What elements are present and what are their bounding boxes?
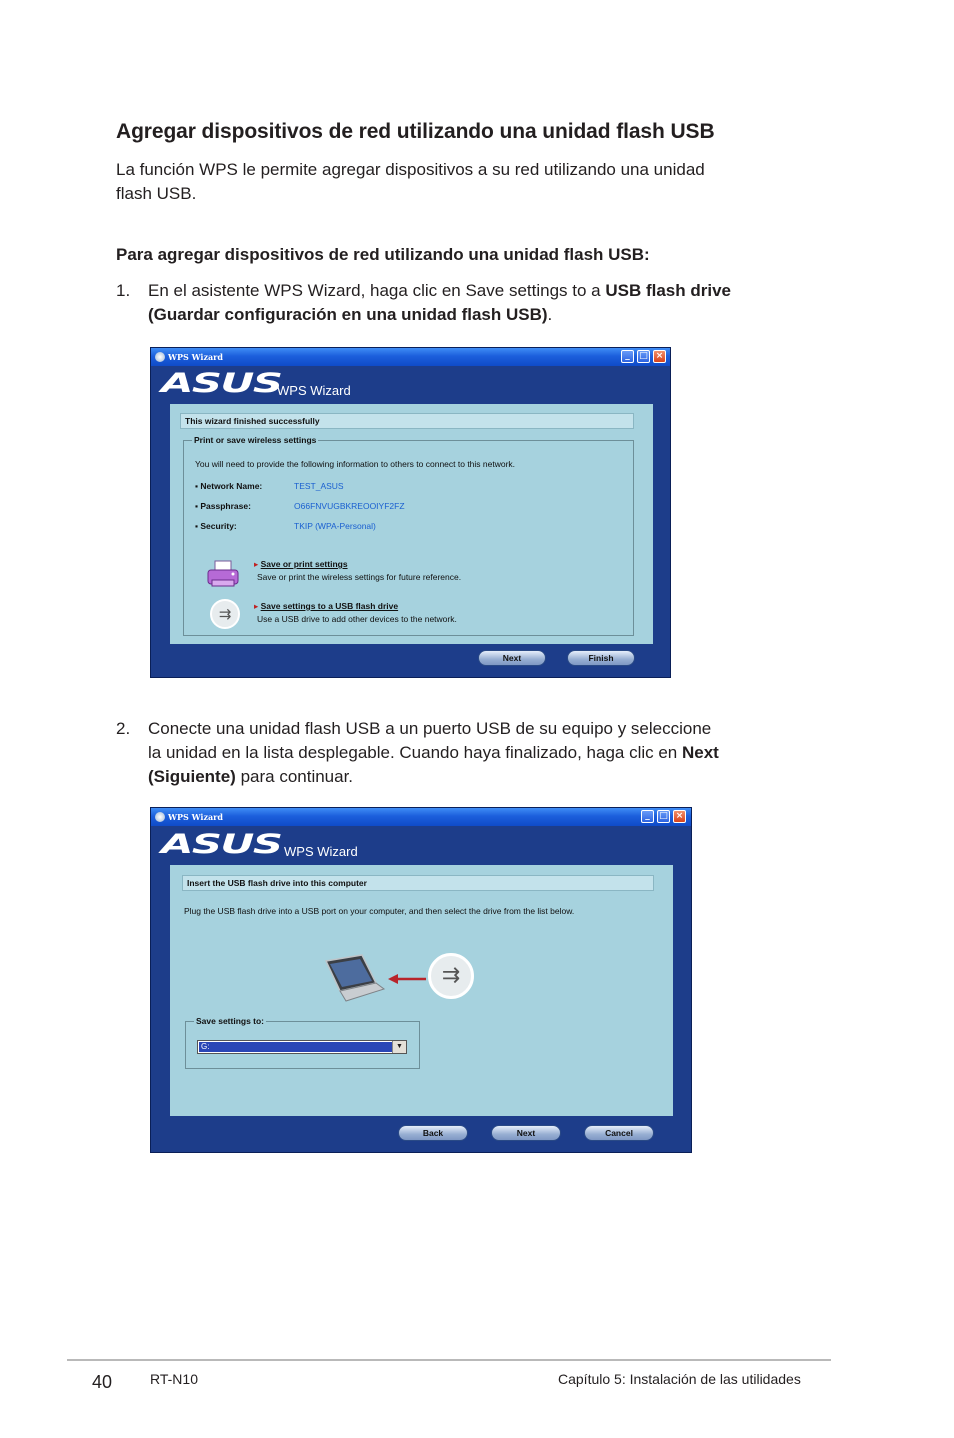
model-name: RT-N10 (150, 1371, 198, 1387)
step-2-text (148, 717, 838, 789)
minimize-icon-2[interactable]: _ (641, 810, 654, 823)
drive-select-value: G: (199, 1042, 392, 1052)
section-title: Agregar dispositivos de red utilizando una unidad flash USB (116, 120, 715, 143)
wps-wizard-window-1 (150, 347, 671, 678)
arrow-left-icon (388, 973, 428, 985)
network-name-value: TEST_ASUS (294, 481, 344, 491)
wizard-header-2: Insert the USB flash drive into this computer (182, 875, 654, 891)
intro-line-2: flash USB. (116, 184, 197, 203)
wizard-header-1: This wizard finished successfully (180, 413, 634, 429)
close-icon-2[interactable]: × (673, 810, 686, 823)
step-2-bold-b: (Siguiente) (148, 767, 236, 786)
maximize-icon-2[interactable]: □ (657, 810, 670, 823)
next-button-1[interactable]: Next (478, 650, 546, 666)
option-save-print[interactable]: ▸ Save or print settings (254, 559, 348, 569)
titlebar-text-2: WPS Wizard (168, 812, 223, 822)
asus-logo: ASUS (161, 368, 282, 399)
save-settings-label: Save settings to: (196, 1016, 265, 1026)
finish-button[interactable]: Finish (567, 650, 635, 666)
drive-select[interactable] (197, 1040, 407, 1054)
step-1-text (148, 279, 838, 327)
wizard-panel-1 (170, 404, 653, 644)
next-button-2[interactable]: Next (491, 1125, 561, 1141)
usb-drive-icon: ⇉ (428, 953, 474, 999)
step-1-text-a: En el asistente WPS Wizard, haga clic en Save settings to a (148, 281, 606, 300)
close-icon[interactable]: × (653, 350, 666, 363)
chevron-down-icon[interactable]: ▼ (392, 1041, 406, 1053)
step-1-text-b: . (547, 305, 553, 324)
passphrase-value: O66FNVUGBKREOOIYF2FZ (294, 501, 405, 511)
settings-group (183, 435, 634, 636)
intro-line-1: La función WPS le permite agregar dispositivos a su red utilizando una unidad (116, 160, 705, 179)
field-network-name: ▪ Network Name: (195, 481, 263, 491)
footer-divider (67, 1359, 831, 1361)
save-settings-group (185, 1016, 420, 1069)
app-icon (155, 352, 165, 362)
settings-group-title: Print or save wireless settings (194, 435, 317, 445)
step-2-line-1: Conecte una unidad flash USB a un puerto USB de su equipo y seleccione (148, 719, 712, 738)
step-1-bold-b: (Guardar configuración en una unidad flash USB) (148, 305, 548, 324)
step-2-line-3: para continuar. (235, 767, 354, 786)
info-text-1: You will need to provide the following information to others to connect to this network. (195, 459, 516, 469)
asus-logo-2: ASUS (161, 829, 282, 860)
option-save-usb-desc: Use a USB drive to add other devices to the network. (257, 614, 457, 624)
step-1-number: 1. (116, 281, 131, 300)
field-passphrase: ▪ Passphrase: (195, 501, 251, 511)
option-save-usb[interactable]: ▸ Save settings to a USB flash drive (254, 601, 399, 611)
info-text-2: Plug the USB flash drive into a USB port on your computer, and then select the drive from the list below. (184, 906, 575, 916)
wizard-title-2: WPS Wizard (284, 844, 358, 859)
option-save-print-desc: Save or print the wireless settings for future reference. (257, 572, 462, 582)
save-usb-link[interactable]: Save settings to a USB flash drive (260, 601, 399, 611)
step-1-bold-a: USB flash drive (605, 281, 731, 300)
cancel-button[interactable]: Cancel (584, 1125, 654, 1141)
laptop-icon (322, 953, 388, 1005)
security-value: TKIP (WPA-Personal) (294, 521, 376, 531)
maximize-icon[interactable]: □ (637, 350, 650, 363)
wizard-panel-2 (170, 865, 673, 1116)
printer-icon[interactable] (206, 559, 240, 589)
titlebar-2 (151, 808, 691, 826)
minimize-icon[interactable]: _ (621, 350, 634, 363)
titlebar-1 (151, 348, 670, 366)
back-button[interactable]: Back (398, 1125, 468, 1141)
save-print-link[interactable]: Save or print settings (260, 559, 348, 569)
page-number: 40 (92, 1372, 113, 1392)
wps-wizard-window-2 (150, 807, 692, 1153)
app-icon-2 (155, 812, 165, 822)
step-2-number: 2. (116, 719, 131, 738)
field-security: ▪ Security: (195, 521, 237, 531)
procedure-title: Para agregar dispositivos de red utilizando una unidad flash USB: (116, 245, 650, 264)
usb-icon[interactable]: ⇉ (210, 599, 240, 629)
chapter-label: Capítulo 5: Instalación de las utilidades (558, 1371, 801, 1387)
titlebar-text-1: WPS Wizard (168, 352, 223, 362)
step-2-line-2: la unidad en la lista desplegable. Cuando haya finalizado, haga clic en (148, 743, 682, 762)
step-2-bold-a: Next (682, 743, 719, 762)
wizard-title-1: WPS Wizard (277, 383, 351, 398)
